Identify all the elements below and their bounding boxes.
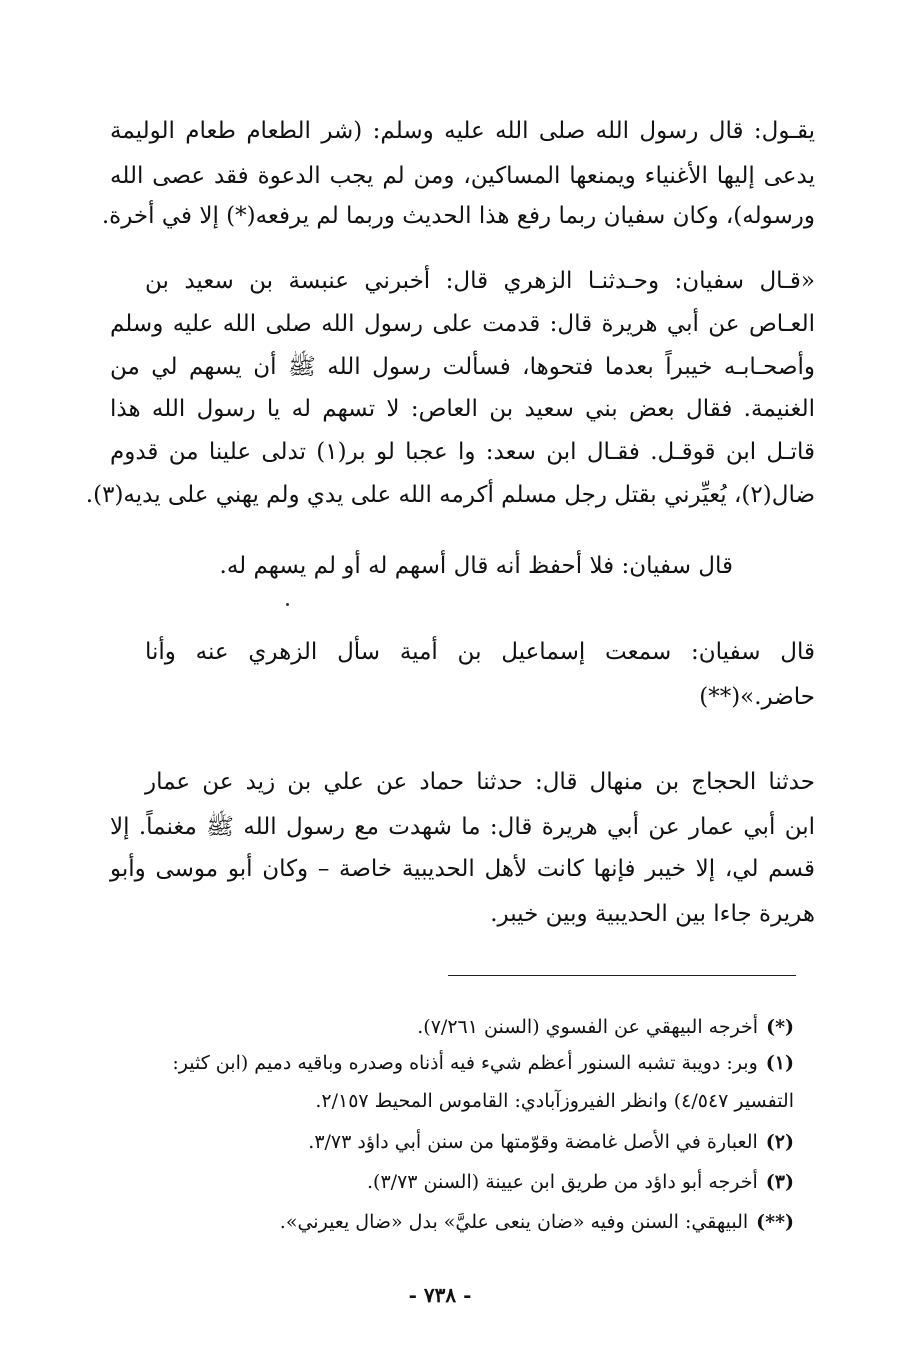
text-line: قال سفيان: سمعت إسماعيل بن أمية سأل الزهري عنه وأنا bbox=[145, 639, 815, 665]
footnote-text: أخرجه البيهقي عن الفسوي (السنن ٧/٢٦١). bbox=[417, 1016, 759, 1038]
footnote bbox=[114, 1167, 794, 1197]
footnote-continuation bbox=[144, 1086, 794, 1116]
footnote-mark: (٣) bbox=[765, 1171, 794, 1193]
text-line: قال سفيان: فلا أحفظ أنه قال أسهم له أو لم يسهم له. bbox=[219, 553, 733, 579]
footnote-text: أخرجه أبو داؤد من طريق ابن عيينة (السنن ٣/٧٣). bbox=[367, 1171, 758, 1193]
text-line: حاضر.»(**) bbox=[699, 684, 815, 710]
text-line: ورسوله)، وكان سفيان ربما رفع هذا الحديث وربما لم يرفعه(*) إلا في أخرة. bbox=[101, 203, 815, 229]
stray-mark bbox=[286, 603, 289, 606]
footnote bbox=[114, 1207, 794, 1237]
footnote bbox=[114, 1012, 794, 1042]
text-line: «قـال سفيان: وحـدثنـا الزهري قال: أخبرني عنبسة بن سعيد بن bbox=[145, 268, 815, 294]
footnote-text: التفسير ٤/٥٤٧) وانظر الفيروزآبادي: القاموس المحيط ٢/١٥٧. bbox=[315, 1090, 794, 1112]
footnote-mark: (*) bbox=[766, 1016, 794, 1038]
text-line: الغنيمة. فقال بعض بني سعيد بن العاص: لا تسهم له يا رسول الله هذا bbox=[110, 396, 815, 422]
text-line: قسم لي، إلا خيبر فإنها كانت لأهل الحديبية خاصة – وكان أبو موسى وأبو bbox=[110, 856, 815, 882]
text-line: ضال(٢)، يُعيِّرني بقتل رجل مسلم أكرمه الله على يدي ولم يهني على يديه(٣). bbox=[85, 482, 815, 508]
footnote bbox=[114, 1127, 794, 1157]
text-line: حدثنا الحجاج بن منهال قال: حدثنا حماد عن علي بن زيد عن عمار bbox=[145, 769, 815, 795]
text-line: ابن أبي عمار عن أبي هريرة قال: ما شهدت مع رسول الله ﷺ مغنماً. إلا bbox=[110, 814, 815, 840]
footnote-text: العبارة في الأصل غامضة وقوّمتها من سنن أبي داؤد ٣/٧٣. bbox=[308, 1131, 758, 1153]
text-line: وأصحـابـه خيبراً بعدما فتحوها، فسألت رسول الله ﷺ أن يسهم لي من bbox=[110, 354, 815, 380]
text-line: قاتـل ابن قوقـل. فقـال ابن سعد: وا عجبا لو بر(١) تدلى علينا من قدوم bbox=[110, 439, 815, 465]
footnote-text: وبر: دويبة تشبه السنور أعظم شيء فيه أذناه وصدره وباقيه دميم (ابن كثير: bbox=[172, 1052, 758, 1074]
page-number: - ٧٣٨ - bbox=[408, 1283, 472, 1307]
footnote-mark: (**) bbox=[756, 1211, 794, 1233]
footnote-mark: (١) bbox=[765, 1052, 794, 1074]
footnote bbox=[104, 1048, 794, 1078]
footnote-separator bbox=[448, 975, 796, 976]
text-line: العـاص عن أبي هريرة قال: قدمت على رسول الله صلى الله عليه وسلم bbox=[110, 311, 815, 337]
text-line: يقـول: قال رسول الله صلى الله عليه وسلم: (شر الطعام طعام الوليمة bbox=[110, 118, 815, 144]
footnote-text: البيهقي: السنن وفيه «ضان ينعى عليَّ» بدل «ضال يعيرني». bbox=[279, 1211, 749, 1233]
text-line: هريرة جاءا بين الحديبية وبين خيبر. bbox=[490, 901, 815, 927]
text-line: يدعى إليها الأغنياء ويمنعها المساكين، ومن لم يجب الدعوة فقد عصى الله bbox=[110, 163, 815, 189]
footnote-mark: (٢) bbox=[765, 1131, 794, 1153]
